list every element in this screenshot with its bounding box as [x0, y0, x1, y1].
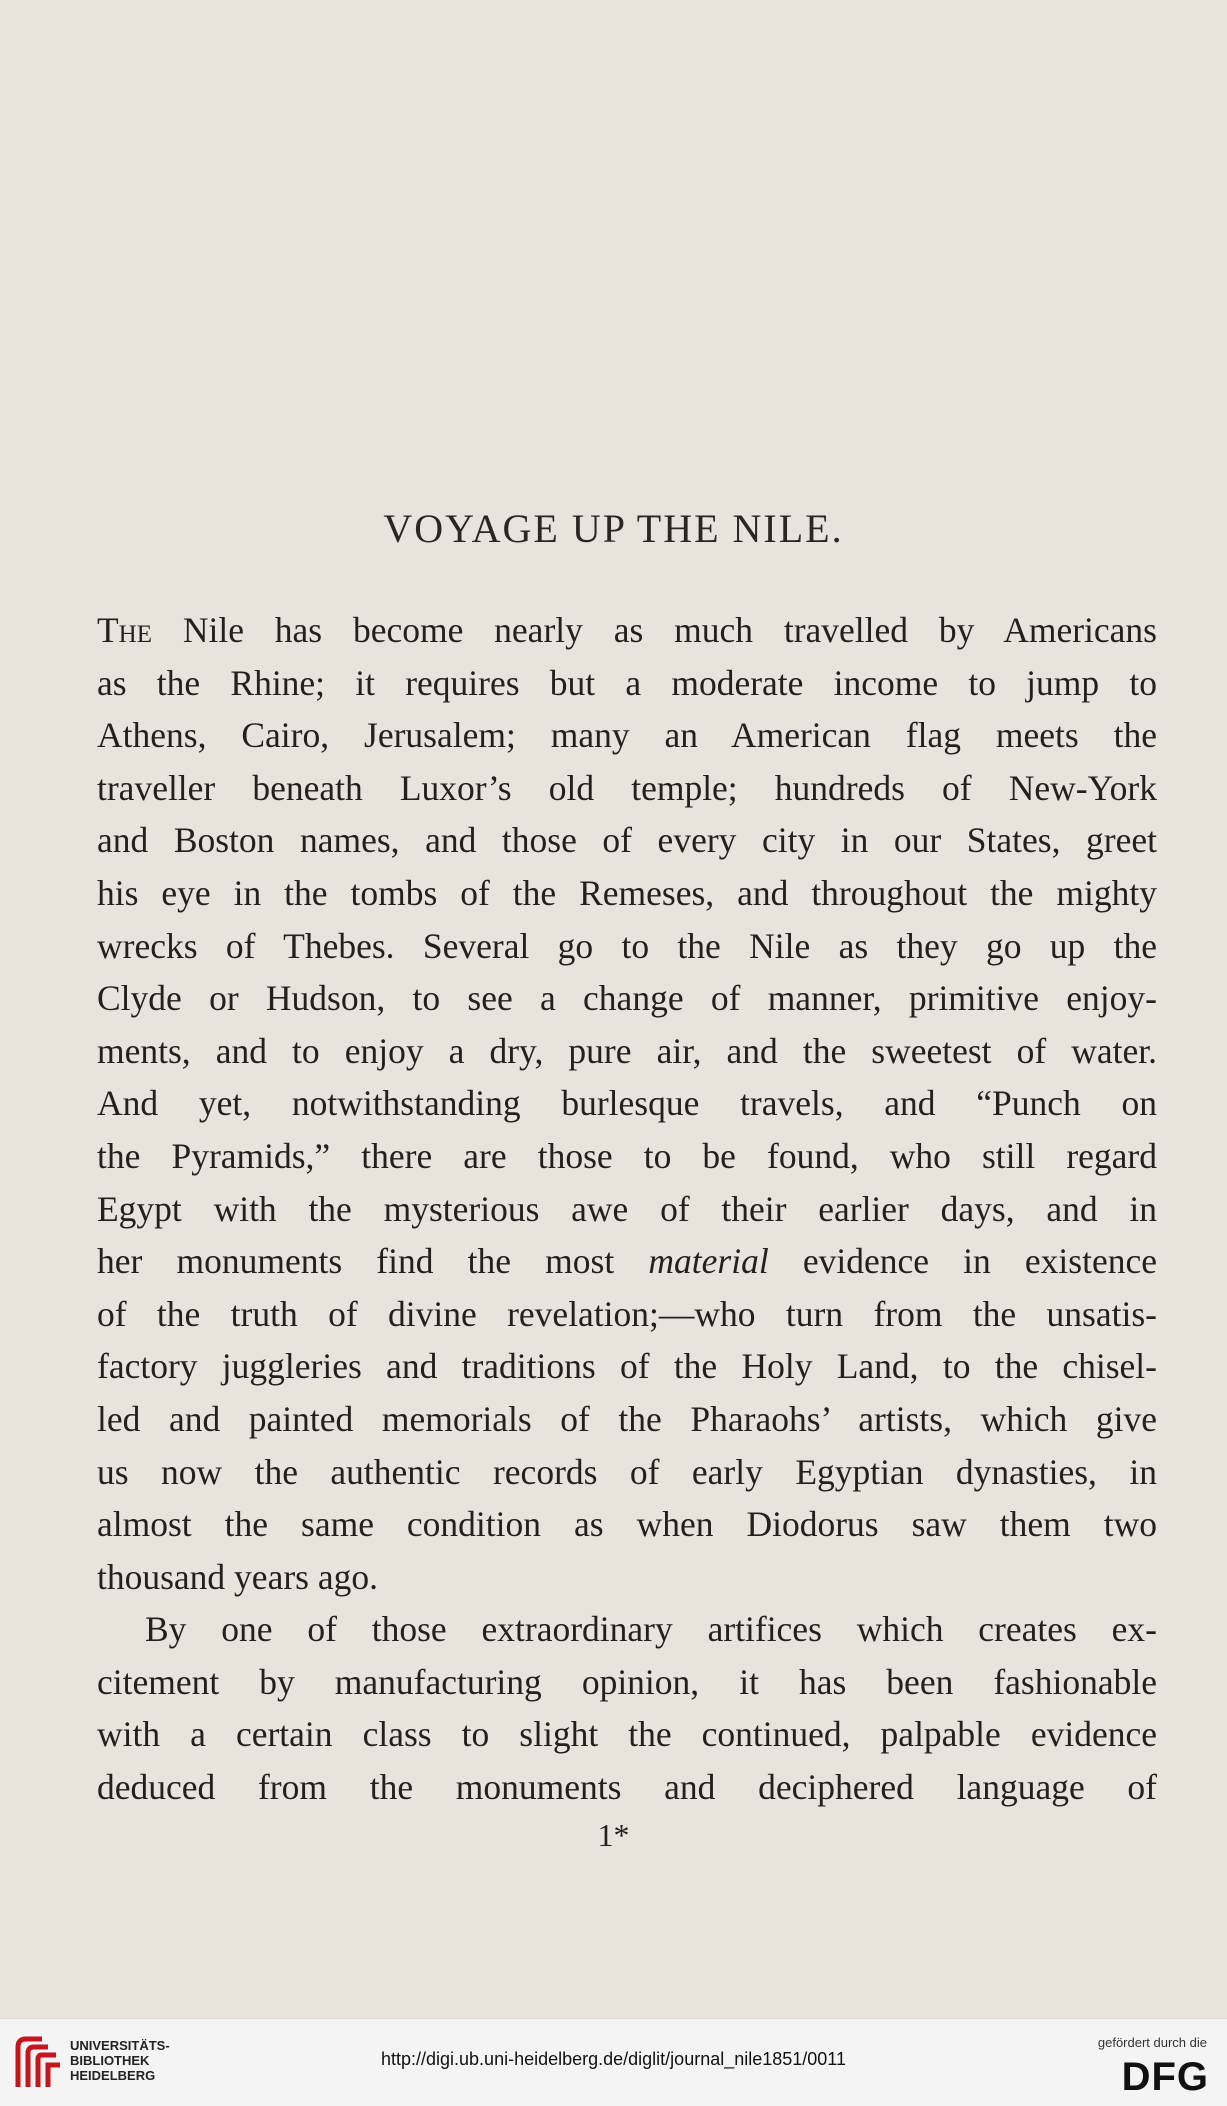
text-line: her monuments find the most material evidence in existence: [97, 1241, 1157, 1282]
text-line: almost the same condition as when Diodorus saw them two: [97, 1504, 1157, 1545]
library-name-line: BIBLIOTHEK: [70, 2053, 150, 2068]
text-line: ments, and to enjoy a dry, pure air, and the sweetest of water.: [97, 1030, 1157, 1071]
text-line: the Pyramids,” there are those to be found, who still regard: [97, 1135, 1157, 1176]
text-line: deduced from the monuments and deciphered language of: [97, 1767, 1157, 1808]
library-name-line: HEIDELBERG: [70, 2068, 156, 2083]
text-line: traveller beneath Luxor’s old temple; hundreds of New-York: [97, 767, 1157, 808]
text-line: his eye in the tombs of the Remeses, and throughout the mighty: [97, 872, 1157, 913]
text-line: The Nile has become nearly as much travelled by Americans: [97, 610, 1157, 650]
page-title: VOYAGE UP THE NILE.: [383, 506, 844, 551]
text-line: us now the authentic records of early Egyptian dynasties, in: [97, 1451, 1157, 1492]
body-text: [97, 604, 1157, 1814]
text-line: as the Rhine; it requires but a moderate income to jump to: [97, 662, 1157, 703]
text-line: wrecks of Thebes. Several go to the Nile as they go up the: [97, 925, 1157, 966]
text-line: with a certain class to slight the continued, palpable evidence: [97, 1714, 1157, 1755]
footer-bar: [0, 2018, 1227, 2106]
text-line: Clyde or Hudson, to see a change of manner, primitive enjoy-: [97, 978, 1157, 1019]
drop-word: The: [97, 610, 153, 650]
text-line: and Boston names, and those of every city in our States, greet: [97, 820, 1157, 861]
permalink-url[interactable]: http://digi.ub.uni-heidelberg.de/diglit/journal_nile1851/0011: [380, 2049, 846, 2069]
dfg-logo: DFG: [1121, 2055, 1209, 2099]
text-line: led and painted memorials of the Pharaohs’ artists, which give: [97, 1398, 1157, 1439]
text-line: And yet, notwithstanding burlesque travels, and “Punch on: [97, 1083, 1157, 1124]
text-line: of the truth of divine revelation;—who turn from the unsatis-: [97, 1293, 1157, 1334]
text-line: By one of those extraordinary artifices which creates ex-: [145, 1609, 1157, 1650]
text-line: Egypt with the mysterious awe of their earlier days, and in: [97, 1188, 1157, 1229]
funded-by-label: gefördert durch die: [1097, 2035, 1207, 2050]
text-line: thousand years ago.: [97, 1556, 378, 1597]
text-line: citement by manufacturing opinion, it has been fashionable: [97, 1661, 1157, 1702]
italic-word: material: [648, 1241, 769, 1282]
folio-mark: 1*: [597, 1817, 630, 1853]
text-line: factory juggleries and traditions of the Holy Land, to the chisel-: [97, 1346, 1157, 1387]
library-name-line: UNIVERSITÄTS-: [70, 2038, 170, 2053]
text-line: Athens, Cairo, Jerusalem; many an American flag meets the: [97, 715, 1157, 756]
